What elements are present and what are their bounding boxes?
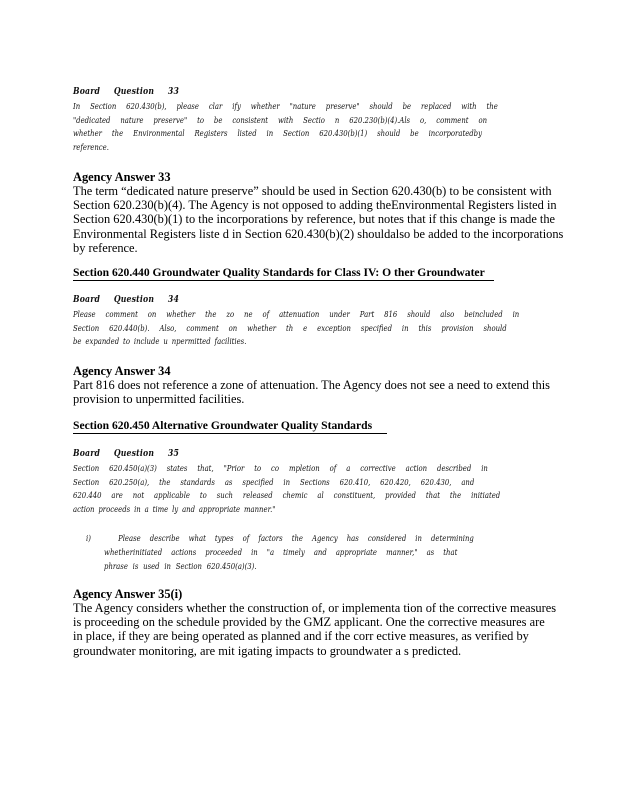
subquestion-marker: i) bbox=[86, 534, 91, 543]
question-line: Please comment on whether the zo ne of attenuation under Part 816 should also beincluded in bbox=[73, 309, 520, 319]
answer-line: Section 620.430(b)(1) to the incorporations by reference, but notes that if this change is made the bbox=[73, 212, 556, 227]
answer-line: provision to unpermitted facilities. bbox=[73, 392, 245, 407]
agency-answer-34-body bbox=[73, 378, 553, 406]
answer-line: The term “dedicated nature preserve” should be used in Section 620.430(b) to be consistent with bbox=[73, 184, 552, 198]
section-620-450-title: Section 620.450 Alternative Groundwater Quality Standards bbox=[73, 419, 373, 432]
answer-line: is proceeding on the schedule provided by the GMZ applicant. One the corrective measures are bbox=[73, 615, 545, 630]
board-question-heading: Board Question 35 bbox=[73, 449, 180, 459]
answer-line: Section 620.230(b)(4). The Agency is not opposed to adding theEnvironmental Registers listed in bbox=[73, 198, 557, 213]
agency-answer-34-heading: Agency Answer 34 bbox=[73, 364, 171, 378]
question-line: 620.440 are not applicable to such released chemic al constituent, provided that the initiated bbox=[73, 491, 501, 501]
agency-answer-35i-body bbox=[73, 601, 557, 658]
agency-answer-33-heading: Agency Answer 33 bbox=[73, 170, 171, 184]
question-line: In Section 620.430(b), please clar ify whether "nature preserve" should be replaced with the bbox=[73, 101, 498, 111]
section-620-440-title: Section 620.440 Groundwater Quality Standards for Class IV: O ther Groundwater bbox=[73, 266, 485, 279]
question-line: reference. bbox=[73, 143, 109, 153]
question-line: whether the Environmental Registers listed in Section 620.430(b)(1) should be incorporatedby bbox=[73, 129, 482, 139]
question-line: action proceeds in a time ly and appropriate manner." bbox=[73, 505, 276, 515]
question-line: Section 620.440(b). Also, comment on whether th e exception specified in this provision should bbox=[73, 323, 507, 333]
board-question-heading: Board Question 33 bbox=[73, 87, 180, 97]
answer-line: in place, if they are being operated as planned and if the corr ective measures, as verified by bbox=[73, 629, 529, 644]
board-question-heading: Board Question 34 bbox=[73, 295, 180, 305]
question-line: "dedicated nature preserve" to be consistent with Sectio n 620.230(b)(4).Als o, comment on bbox=[73, 115, 488, 125]
answer-line: Part 816 does not reference a zone of attenuation. The Agency does not see a need to extend this bbox=[73, 378, 550, 392]
subquestion-line: whetherinitiated actions proceeded in "a timely and appropriate manner," as that bbox=[104, 547, 458, 557]
answer-line: groundwater monitoring, are mit igating impacts to groundwater a s predicted. bbox=[73, 643, 462, 658]
agency-answer-35i-heading: Agency Answer 35(i) bbox=[73, 587, 183, 601]
board-question-34 bbox=[73, 294, 520, 349]
subquestion-line: i) Please describe what types of factors the Agency has considered in determining bbox=[86, 534, 474, 543]
board-question-35-sub-i bbox=[86, 532, 474, 573]
question-line: Section 620.450(a)(3) states that, "Prior to co mpletion of a corrective action described in bbox=[73, 463, 488, 473]
answer-line: Environmental Registers liste d in Section 620.430(b)(2) shouldalso be added to the incorporations bbox=[73, 226, 564, 241]
question-line: Section 620.250(a), the standards as specified in Sections 620.410, 620.420, 620.430, and bbox=[73, 477, 475, 487]
board-question-33 bbox=[73, 86, 498, 155]
subquestion-line: phrase is used in Section 620.450(a)(3). bbox=[104, 561, 257, 571]
agency-answer-33-body bbox=[73, 184, 564, 255]
answer-line: The Agency considers whether the construction of, or implementa tion of the corrective measures bbox=[73, 601, 557, 615]
answer-line: by reference. bbox=[73, 240, 138, 255]
section-underline bbox=[73, 280, 494, 281]
board-question-35 bbox=[73, 448, 501, 517]
question-line: be expanded to include u npermitted facilities. bbox=[73, 337, 247, 347]
section-underline bbox=[73, 433, 387, 434]
